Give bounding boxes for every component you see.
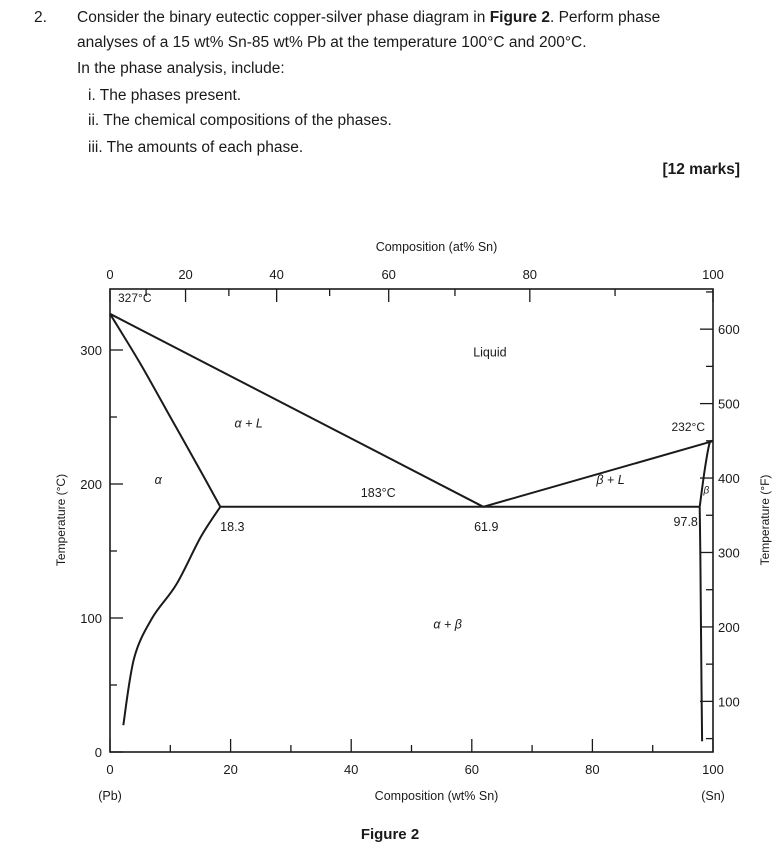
eutectic-composition-label: 61.9 <box>474 519 499 534</box>
pb-melting-label: 327°C <box>118 290 152 305</box>
region-label-alpha-beta: α + β <box>433 617 462 632</box>
right-tick-label: 400 <box>718 471 740 487</box>
figure-reference: Figure 2 <box>489 9 550 26</box>
top-axis-title: Composition (at% Sn) <box>375 240 498 254</box>
question-item-3: iii. The amounts of each phase. <box>88 139 304 156</box>
sn-end-label: (Sn) <box>701 789 725 803</box>
plot-frame <box>110 289 713 752</box>
question-number: 2. <box>34 9 47 26</box>
right-tick-label: 300 <box>718 545 740 561</box>
question-item-2: ii. The chemical compositions of the phases. <box>88 112 392 129</box>
top-tick-label: 20 <box>178 267 193 282</box>
bottom-axis-title: Composition (wt% Sn) <box>374 789 499 803</box>
left-tick-label: 0 <box>94 745 102 760</box>
question-line-3: In the phase analysis, include: <box>77 60 285 77</box>
diagram-labels <box>54 240 772 803</box>
question-item-1: i. The phases present. <box>88 87 242 104</box>
left-tick-label: 200 <box>80 477 102 492</box>
left-axis-title: Temperature (°C) <box>54 473 68 567</box>
right-tick-label: 200 <box>718 619 740 635</box>
bottom-tick-label: 100 <box>702 762 724 777</box>
left-tick-label: 100 <box>80 611 102 626</box>
top-tick-label: 100 <box>702 267 724 282</box>
top-tick-label: 80 <box>522 267 538 282</box>
top-tick-label: 0 <box>106 267 114 282</box>
question-line-1-end: . Perform phase <box>549 9 661 26</box>
region-label-alpha-l: α + L <box>234 416 263 431</box>
bottom-tick-label: 20 <box>223 762 238 777</box>
region-label-alpha: α <box>154 473 162 487</box>
beta-solidus-curve <box>700 441 713 507</box>
right-tick-label: 100 <box>718 694 740 710</box>
region-label-beta: β <box>703 485 710 497</box>
phase-boundaries <box>110 314 713 742</box>
question-line-2: analyses of a 15 wt% Sn-85 wt% Pb at the temperature 100°C and 200°C. <box>77 34 587 51</box>
bottom-tick-label: 80 <box>585 762 600 777</box>
pb-end-label: (Pb) <box>98 789 122 803</box>
right-tick-label: 500 <box>718 396 740 412</box>
beta-max-label: 97.8 <box>673 514 698 529</box>
alpha-solvus-curve <box>123 507 220 725</box>
plot-border <box>110 289 713 752</box>
right-tick-label: 600 <box>718 322 740 338</box>
region-label-liquid: Liquid <box>473 345 507 360</box>
bottom-tick-label: 60 <box>464 762 480 777</box>
eutectic-temperature-label: 183°C <box>360 485 396 500</box>
question-line-1-start: Consider the binary eutectic copper-silver phase diagram in <box>77 9 490 26</box>
bottom-tick-label: 40 <box>343 762 359 777</box>
figure-caption: Figure 2 <box>360 826 420 843</box>
marks-label: [12 marks] <box>662 161 740 178</box>
region-label-beta-l: β + L <box>596 473 625 487</box>
left-tick-label: 300 <box>80 343 102 358</box>
alpha-max-label: 18.3 <box>220 519 245 534</box>
right-axis-title: Temperature (°F) <box>758 474 772 566</box>
bottom-tick-label: 0 <box>106 762 114 777</box>
top-tick-label: 40 <box>269 267 284 282</box>
top-tick-label: 60 <box>381 267 396 282</box>
axis-ticks <box>110 289 713 752</box>
sn-melting-label: 232°C <box>671 420 705 435</box>
beta-solvus-curve <box>700 507 702 742</box>
